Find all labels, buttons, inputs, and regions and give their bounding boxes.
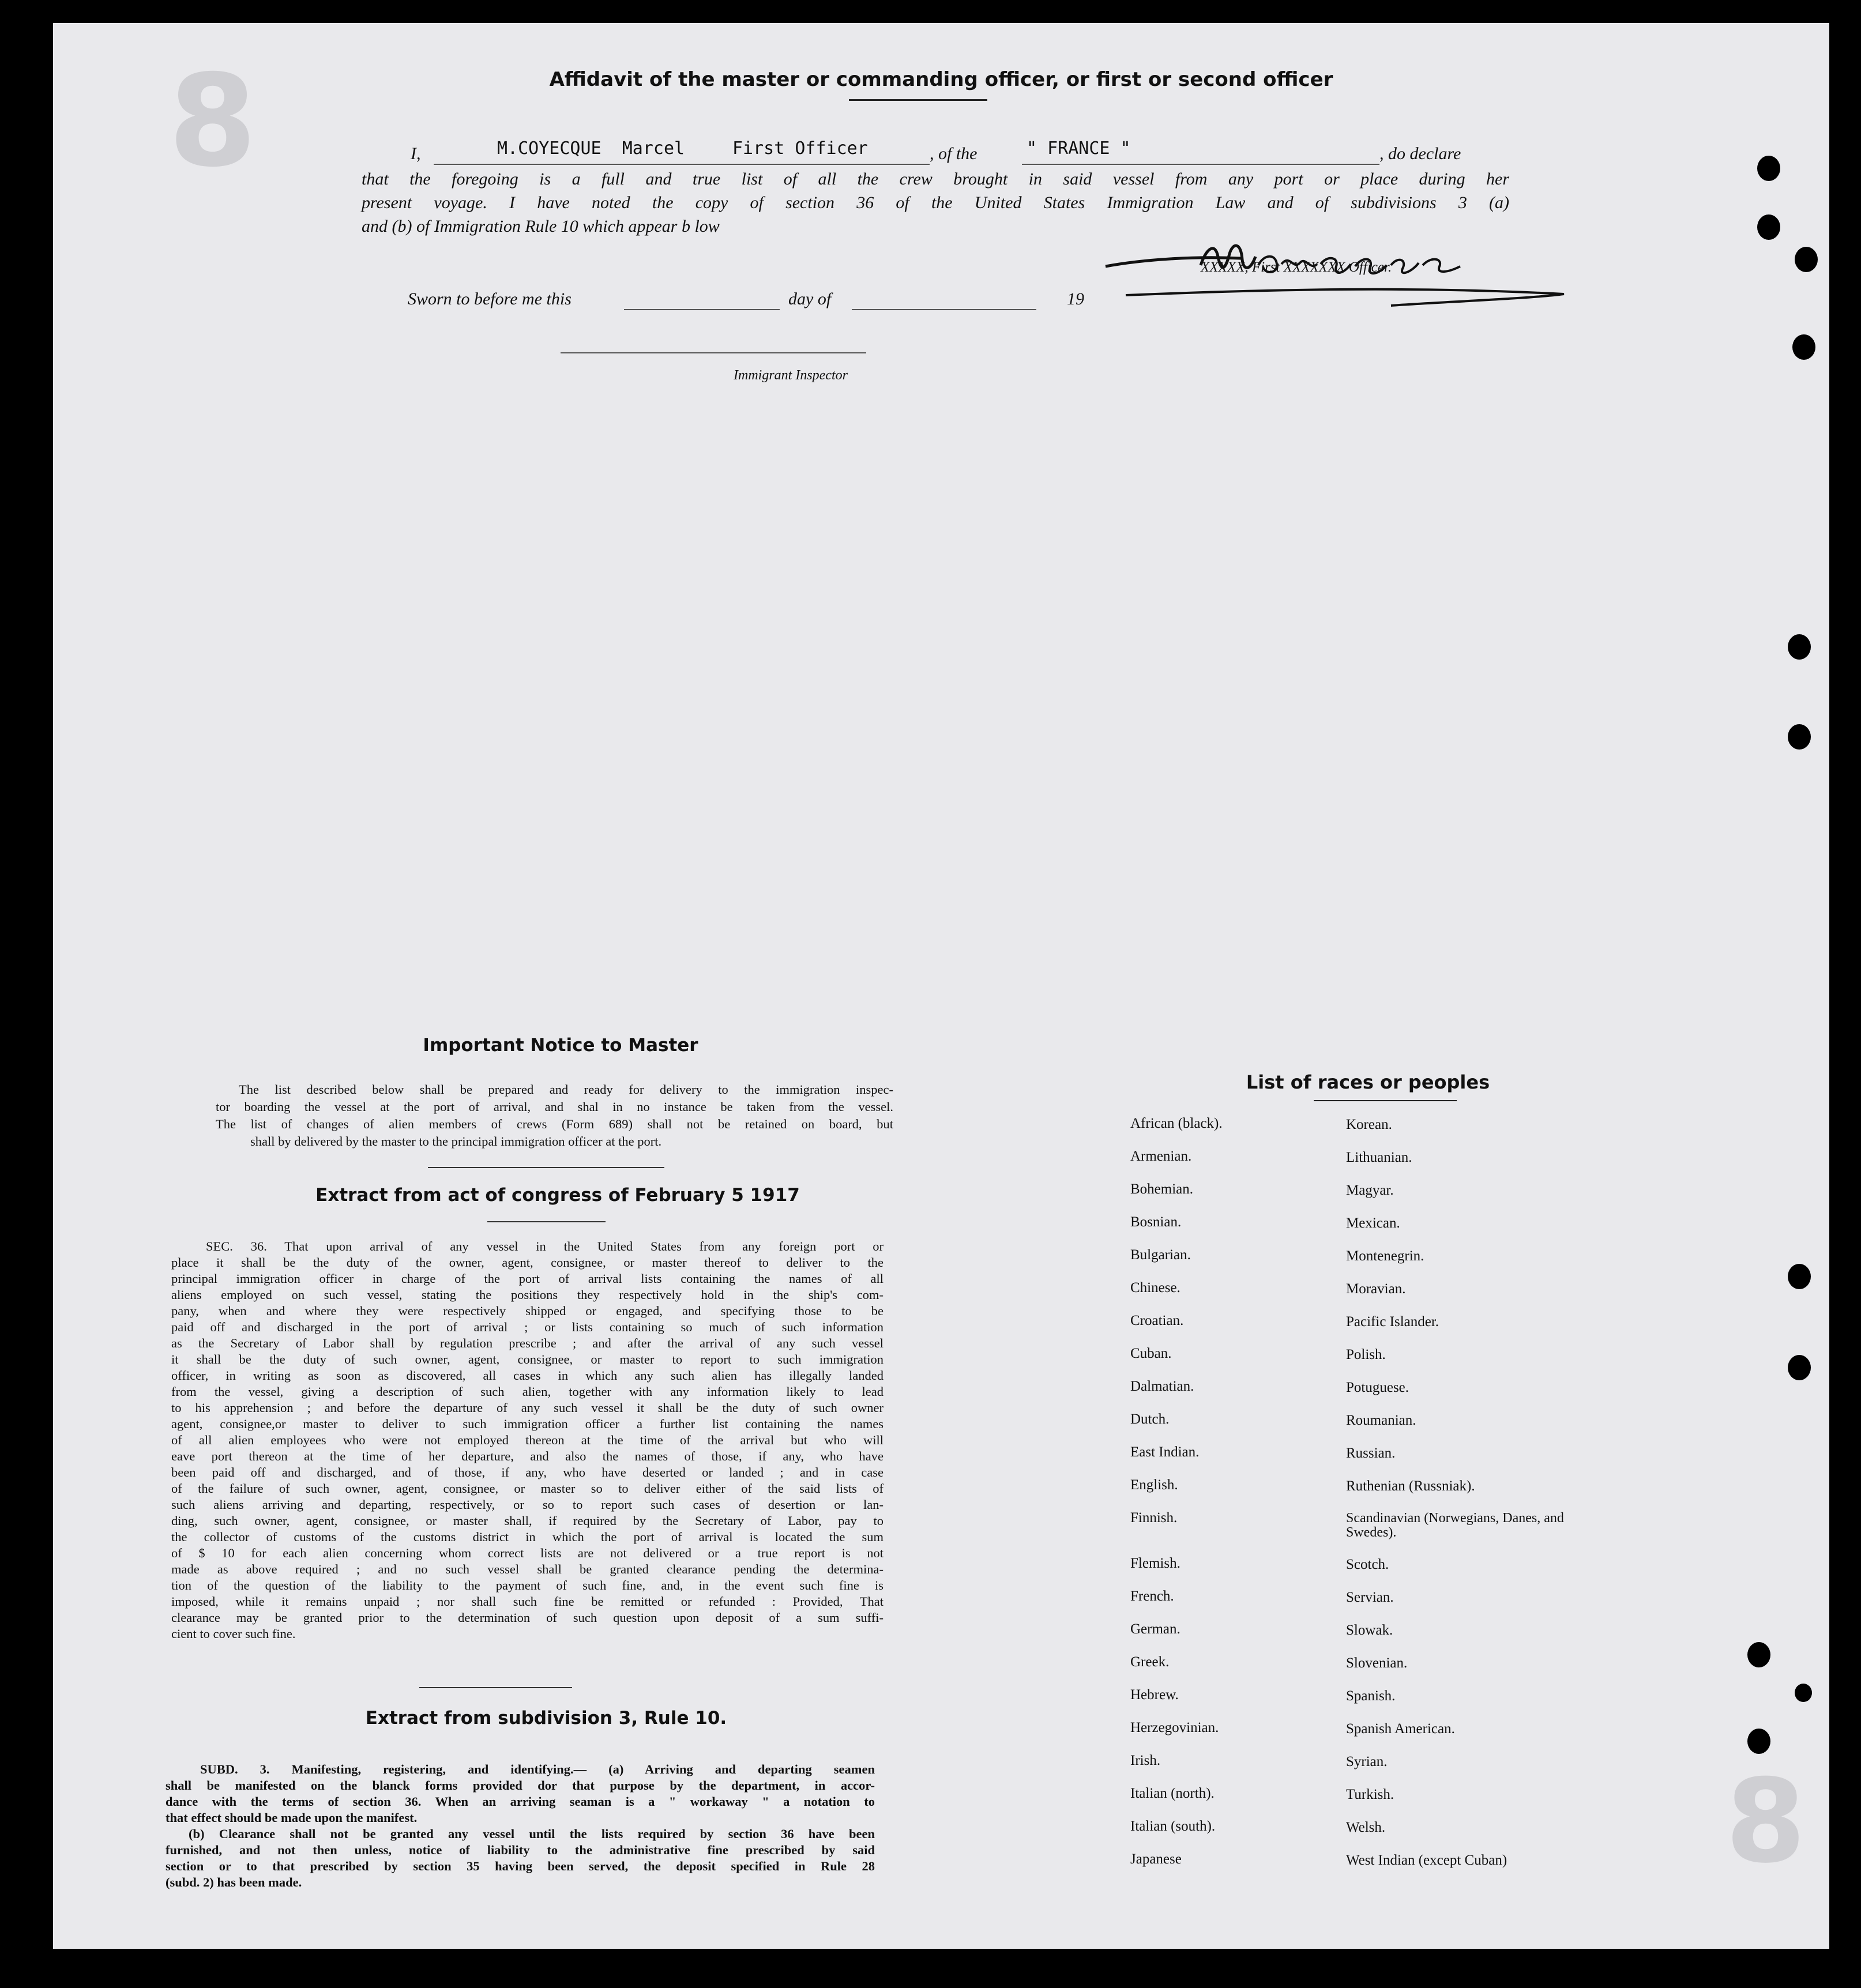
rule10-line: (subd. 2) has been made.	[166, 1875, 302, 1889]
sworn-day-line	[624, 309, 780, 310]
race-item: Spanish.	[1346, 1688, 1396, 1704]
punch-hole	[1795, 1684, 1812, 1702]
officer-name-field: M.COYECQUE Marcel	[497, 138, 685, 159]
rule10-title: Extract from subdivision 3, Rule 10.	[365, 1708, 727, 1729]
punch-hole	[1792, 334, 1815, 360]
punch-hole	[1747, 1729, 1770, 1754]
races-left-column	[1130, 1116, 1315, 1884]
race-item: Roumanian.	[1346, 1413, 1416, 1428]
race-item: Syrian.	[1346, 1754, 1388, 1769]
officer-title-line: XXXXX, First XXXXXXX Officer.	[1201, 259, 1392, 275]
race-item: Irish.	[1130, 1753, 1161, 1768]
punch-hole	[1757, 214, 1780, 240]
document-page	[53, 23, 1829, 1949]
race-item: East Indian.	[1130, 1444, 1200, 1460]
race-item: Moravian.	[1346, 1281, 1406, 1297]
inspector-signature-line	[561, 352, 866, 353]
race-item: Polish.	[1346, 1347, 1386, 1362]
affidavit-body	[362, 167, 1509, 238]
rule10-line: section or to that prescribed by section 35 having been served, the deposit specified in Rule 28	[166, 1859, 875, 1873]
act-line: of $ 10 for each alien concerning whom correct lists are not delivered or a true report is not	[171, 1546, 883, 1560]
race-item: Spanish American.	[1346, 1721, 1455, 1737]
notice-line: The list described below shall be prepared and ready for delivery to the immigration inspec-	[239, 1082, 893, 1097]
act-line: cient to cover such fine.	[171, 1626, 296, 1641]
punch-hole	[1788, 1355, 1811, 1380]
race-item: Croatian.	[1130, 1313, 1184, 1328]
act-divider	[419, 1687, 572, 1688]
ship-line	[1022, 164, 1379, 165]
notice-line: tor boarding the vessel at the port of arrival, and shal in no instance be taken from the vessel.	[216, 1100, 893, 1114]
act-line: SEC. 36. That upon arrival of any vessel in the United States from any foreign port or	[206, 1239, 883, 1253]
race-item: Turkish.	[1346, 1787, 1394, 1802]
race-item: African (black).	[1130, 1116, 1223, 1131]
day-of-label: day of	[788, 289, 832, 308]
act-line: ding, such owner, agent, consignee, or master shall, if required by the Secretary of Labor, pay to	[171, 1513, 883, 1528]
affidavit-line: present voyage. I have noted the copy of section 36 of the United States Immigration Law and of subdivisions 3 (a)	[362, 193, 1509, 212]
rule10-line: (b) Clearance shall not be granted any vessel until the lists required by section 36 have been	[189, 1827, 875, 1841]
race-item: Dutch.	[1130, 1411, 1170, 1427]
notice-text	[216, 1081, 893, 1150]
year-prefix: 19	[1067, 289, 1084, 308]
notice-title: Important Notice to Master	[423, 1035, 698, 1056]
act-line: aliens employed on such vessel, stating the positions they respectively hold in the ship's com-	[171, 1287, 883, 1302]
race-item: Italian (south).	[1130, 1818, 1216, 1834]
rule10-text	[166, 1761, 875, 1891]
race-item: Italian (north).	[1130, 1786, 1215, 1801]
act-line: such aliens arriving and departing, respectively, or so to report such cases of desertion or lan-	[171, 1497, 883, 1512]
race-item: Slowak.	[1346, 1622, 1393, 1638]
act-line: officer, in writing as soon as discovered, all cases in which any such alien has illegally landed	[171, 1368, 883, 1383]
rule10-line: furnished, and not then unless, notice of liability to the administrative fine prescribed by said	[166, 1843, 875, 1857]
act-title-underline	[487, 1221, 606, 1222]
race-item: Scotch.	[1346, 1557, 1389, 1572]
act-line: place it shall be the duty of the owner, agent, consignee, or master thereof to deliver to the	[171, 1255, 883, 1270]
notice-line: The list of changes of alien members of crews (Form 689) shall not be retained on board, but	[216, 1117, 893, 1131]
act-line: clearance may be granted prior to the determination of such question upon deposit of a sum suffi-	[171, 1610, 883, 1625]
race-item: Lithuanian.	[1346, 1150, 1412, 1165]
race-item: Dalmatian.	[1130, 1379, 1194, 1394]
act-title: Extract from act of congress of February 5 1917	[315, 1185, 800, 1206]
act-line: of all alien employees who were not employed thereon at the time of the arrival but who will	[171, 1433, 883, 1447]
rule10-line: shall be manifested on the blanck forms provided dor that purpose by the department, in accor-	[166, 1778, 875, 1793]
race-item: German.	[1130, 1621, 1180, 1637]
race-item: Servian.	[1346, 1590, 1394, 1605]
race-item: Bosnian.	[1130, 1214, 1182, 1230]
act-line: from the vessel, giving a description of such alien, together with any information likely to lead	[171, 1384, 883, 1399]
act-line: agent, consignee,or master to deliver to such immigration officer a further list containing the names	[171, 1417, 883, 1431]
affidavit-line: and (b) of Immigration Rule 10 which appear b low	[362, 217, 720, 236]
punch-hole	[1795, 247, 1818, 272]
officer-rank-field: First Officer	[732, 138, 868, 159]
race-item: Flemish.	[1130, 1556, 1180, 1571]
race-item: Magyar.	[1346, 1183, 1394, 1198]
race-item: Herzegovinian.	[1130, 1720, 1219, 1735]
act-line: imposed, while it remains unpaid ; nor shall such fine be remitted or refunded : Provided, That	[171, 1594, 883, 1609]
race-item: Finnish.	[1130, 1510, 1178, 1526]
affidavit-line: that the foregoing is a full and true list of all the crew brought in said vessel from any port or place during her	[362, 170, 1509, 189]
name-line	[434, 164, 930, 165]
race-item: Mexican.	[1346, 1215, 1400, 1231]
page-number-mark-bottom: 8	[1725, 1754, 1806, 1889]
race-item: Montenegrin.	[1346, 1248, 1424, 1264]
act-section-36-text	[171, 1238, 883, 1642]
affidavit-title: Affidavit of the master or commanding officer, or first or second officer	[549, 68, 1333, 91]
page-number-mark-top: 8	[168, 47, 257, 195]
race-item: Korean.	[1346, 1117, 1392, 1132]
sworn-label: Sworn to before me this	[408, 289, 572, 308]
do-declare-label: , do declare	[1379, 144, 1461, 163]
race-item: Potuguese.	[1346, 1380, 1409, 1395]
punch-hole	[1757, 156, 1780, 181]
notice-divider	[428, 1167, 664, 1168]
races-right-column	[1346, 1117, 1571, 1885]
race-item: Greek.	[1130, 1654, 1170, 1670]
act-line: pany, when and where they were respectively shipped or engaged, and specifying those to be	[171, 1304, 883, 1318]
affidavit-pronoun: I,	[411, 144, 421, 163]
race-item: Armenian.	[1130, 1149, 1192, 1164]
race-item: Ruthenian (Russniak).	[1346, 1478, 1475, 1494]
race-item: French.	[1130, 1588, 1174, 1604]
race-item: Welsh.	[1346, 1820, 1386, 1835]
rule10-line: SUBD. 3. Manifesting, registering, and identifying.— (a) Arriving and departing seamen	[200, 1762, 875, 1776]
act-line: eave port thereon at the time of her departure, and also the names of those, if any, who have	[171, 1449, 883, 1463]
notice-line: shall by delivered by the master to the principal immigration officer at the port.	[250, 1134, 662, 1149]
act-line: made as above required ; and no such vessel shall be granted clearance pending the determina-	[171, 1562, 883, 1576]
act-line: paid off and discharged in the port of arrival ; or lists containing so much of such information	[171, 1320, 883, 1334]
race-item: Russian.	[1346, 1445, 1396, 1461]
race-item: Scandinavian (Norwegians, Danes, and Swedes).	[1346, 1511, 1564, 1540]
race-item: Hebrew.	[1130, 1687, 1179, 1703]
act-line: of the failure of such owner, agent, consignee, or master so to deliver either of the said lists of	[171, 1481, 883, 1496]
act-line: to his apprehension ; and before the departure of any such vessel it shall be the duty of such owner	[171, 1400, 883, 1415]
race-item: Slovenian.	[1346, 1655, 1408, 1671]
rule10-line: that effect should be made upon the manifest.	[166, 1810, 418, 1825]
act-line: tion of the question of the liability to the payment of such fine, and, in the event such fine is	[171, 1578, 883, 1592]
act-line: as the Secretary of Labor shall by regulation prescribe ; and after the arrival of any such vessel	[171, 1336, 883, 1350]
of-the-label: , of the	[930, 144, 978, 163]
races-title: List of races or peoples	[1246, 1071, 1490, 1093]
punch-hole	[1788, 634, 1811, 660]
race-item: Bulgarian.	[1130, 1247, 1191, 1263]
race-item: West Indian (except Cuban)	[1346, 1853, 1507, 1868]
inspector-label: Immigrant Inspector	[734, 368, 848, 383]
race-item: Pacific Islander.	[1346, 1314, 1439, 1330]
act-line: it shall be the duty of such owner, agent, consignee, or master to report to such immigration	[171, 1352, 883, 1366]
race-item: Japanese	[1130, 1851, 1182, 1867]
races-title-underline	[1314, 1100, 1457, 1101]
punch-hole	[1788, 1264, 1811, 1289]
race-item: English.	[1130, 1477, 1178, 1493]
punch-hole	[1747, 1642, 1770, 1667]
act-line: the collector of customs of the customs district in which the port of arrival is located the sum	[171, 1530, 883, 1544]
punch-hole	[1788, 724, 1811, 750]
race-item: Chinese.	[1130, 1280, 1180, 1296]
act-line: been paid off and discharged, and of those, if any, who have deserted or landed ; and in case	[171, 1465, 883, 1479]
race-item: Cuban.	[1130, 1346, 1172, 1361]
ship-name-field: " FRANCE "	[1027, 138, 1131, 159]
rule10-line: dance with the terms of section 36. When an arriving seaman is a " workaway " a notation to	[166, 1794, 875, 1809]
sworn-month-line	[852, 309, 1036, 310]
act-line: principal immigration officer in charge of the port of arrival lists containing the names of all	[171, 1271, 883, 1286]
race-item: Bohemian.	[1130, 1181, 1194, 1197]
title-underline	[849, 99, 987, 101]
